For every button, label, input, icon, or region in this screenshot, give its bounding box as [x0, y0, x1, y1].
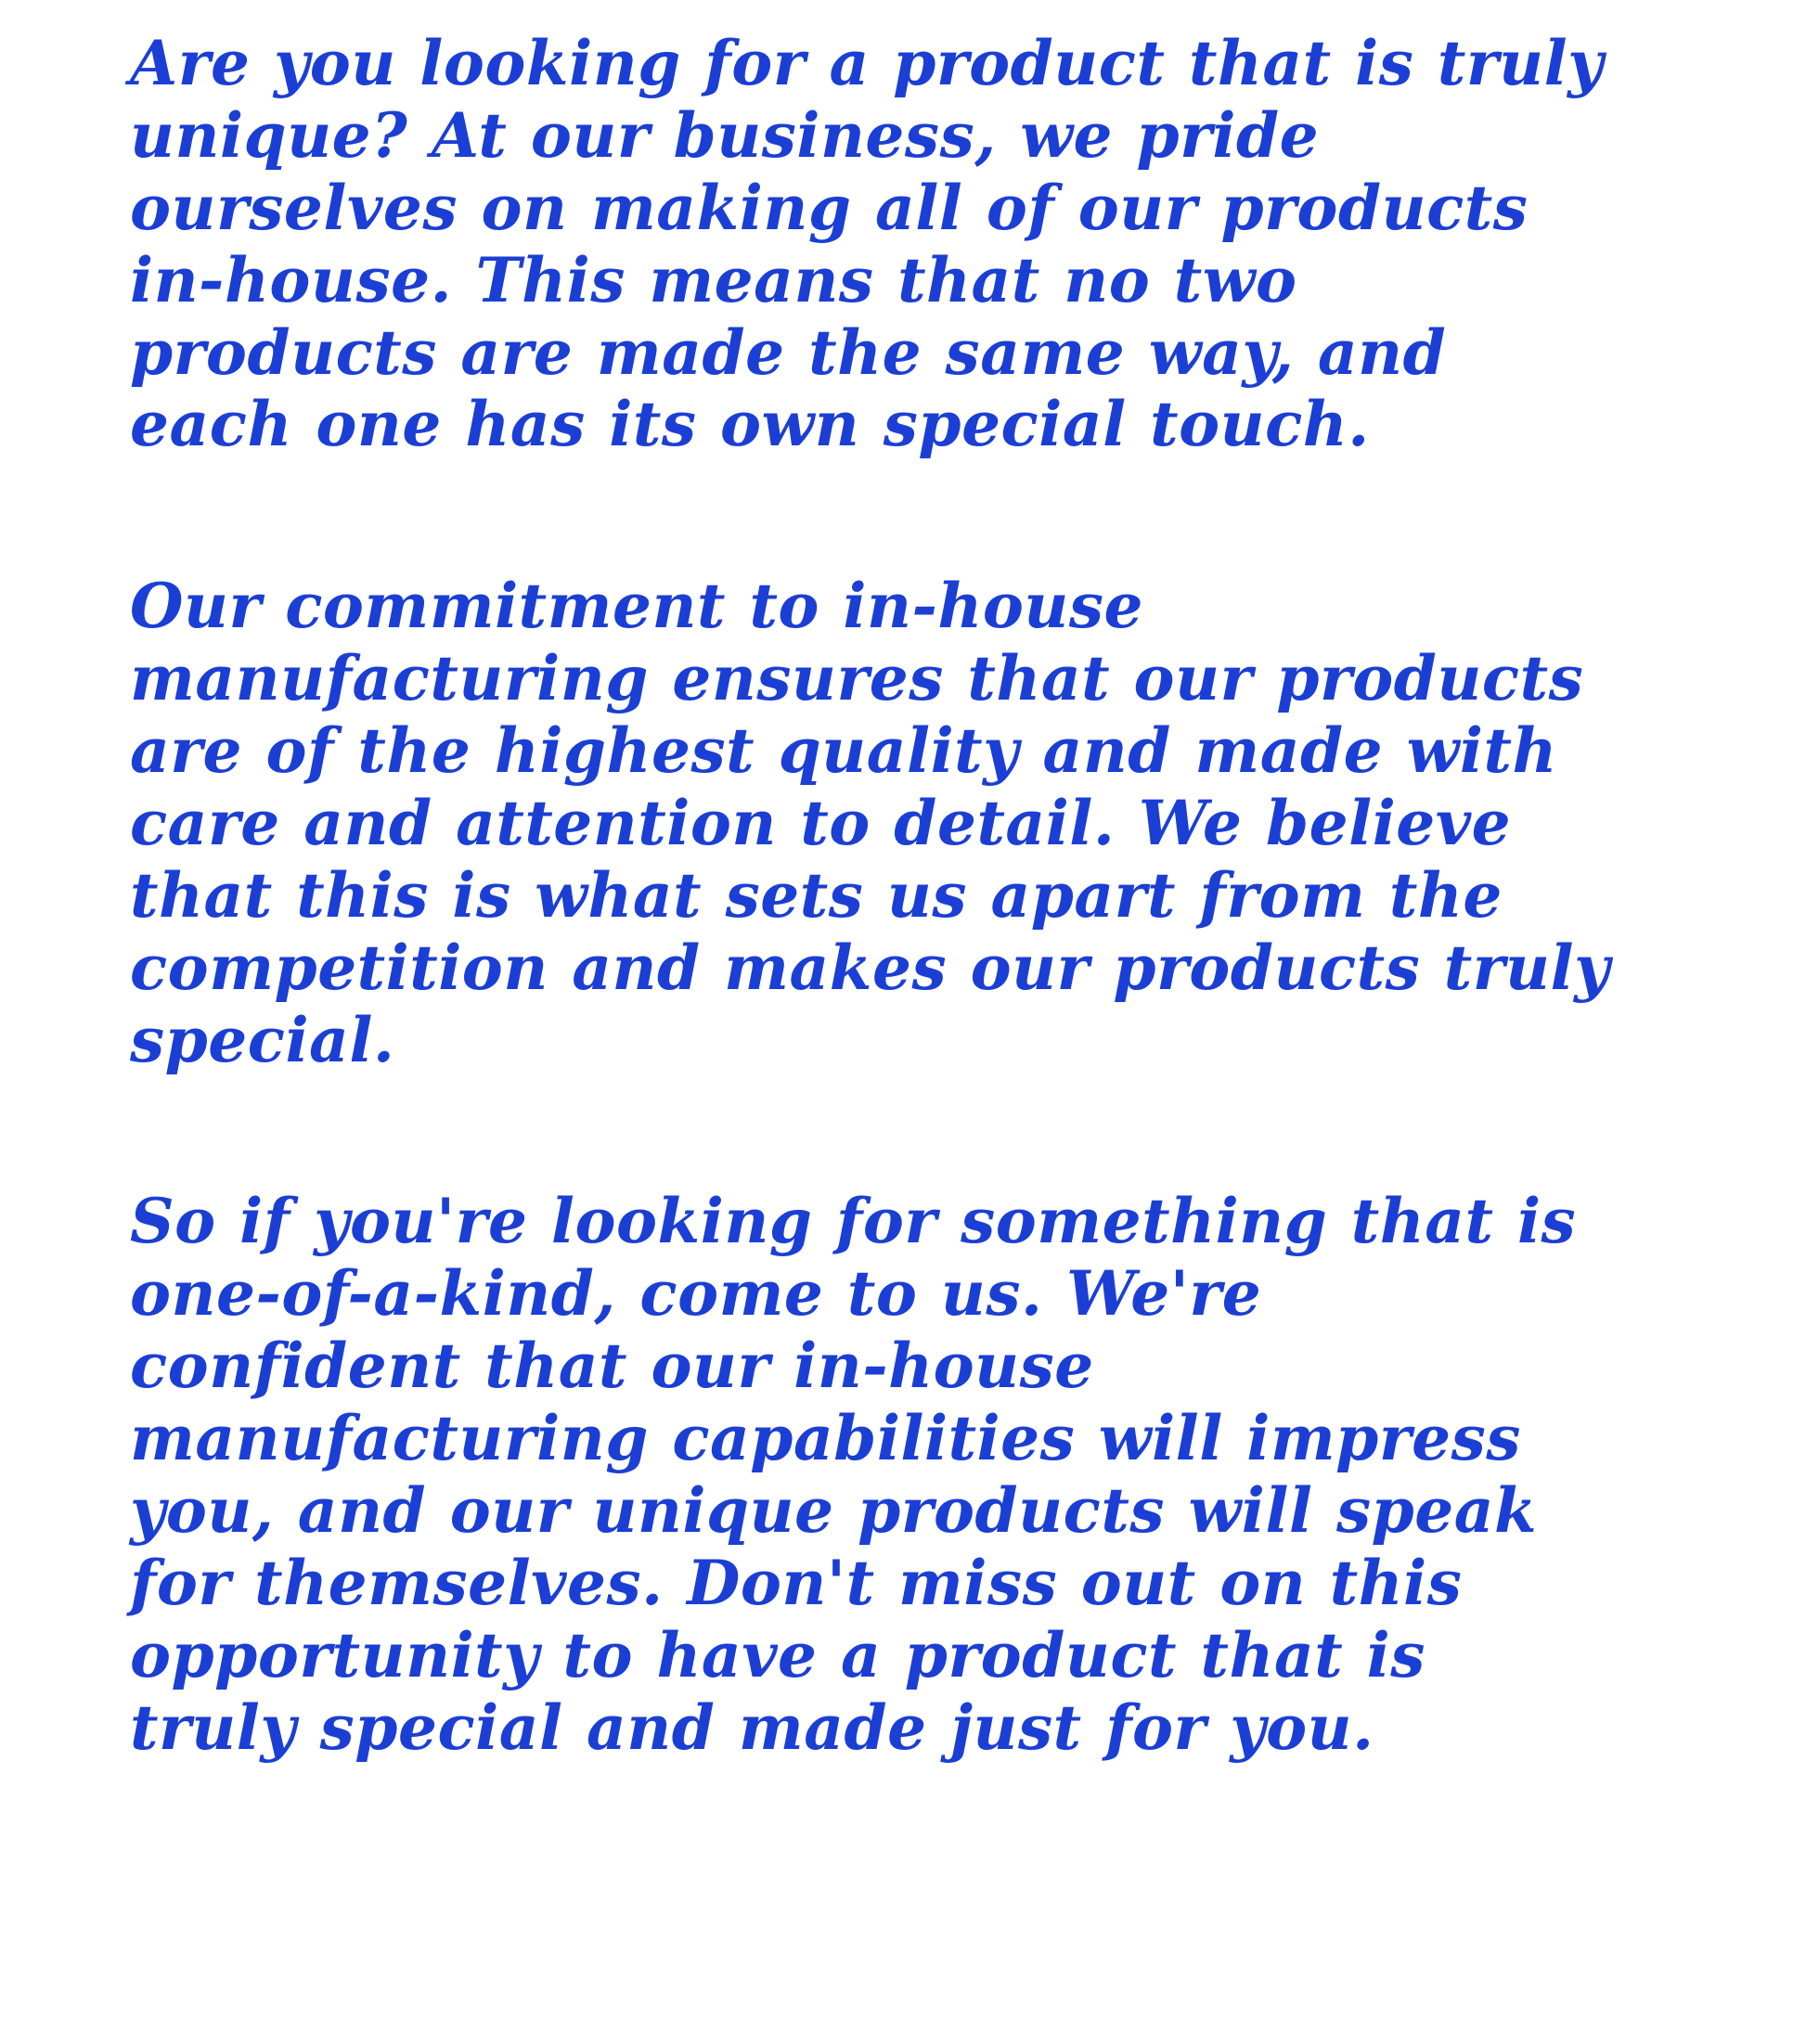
paragraph-3: So if you're looking for something that is one-of-a-kind, come to us. We're confident that our in-house manufacturing capabilities will impress you, and our unique products will speak for themselves. Don't miss out on this opportunity to have a product that is truly special and made just for you.: [130, 1185, 1577, 1764]
paragraph-1: Are you looking for a product that is truly unique? At our business, we pride ourselves on making all of our products in-house. This means that no two products are made the same way, and each one has its own special touch.: [130, 27, 1605, 461]
paragraph-2: Our commitment to in-house manufacturing ensures that our products are of the highest quality and made with care and attention to detail. We believe that this is what sets us apart from the competition and makes our products truly special.: [130, 570, 1610, 1076]
